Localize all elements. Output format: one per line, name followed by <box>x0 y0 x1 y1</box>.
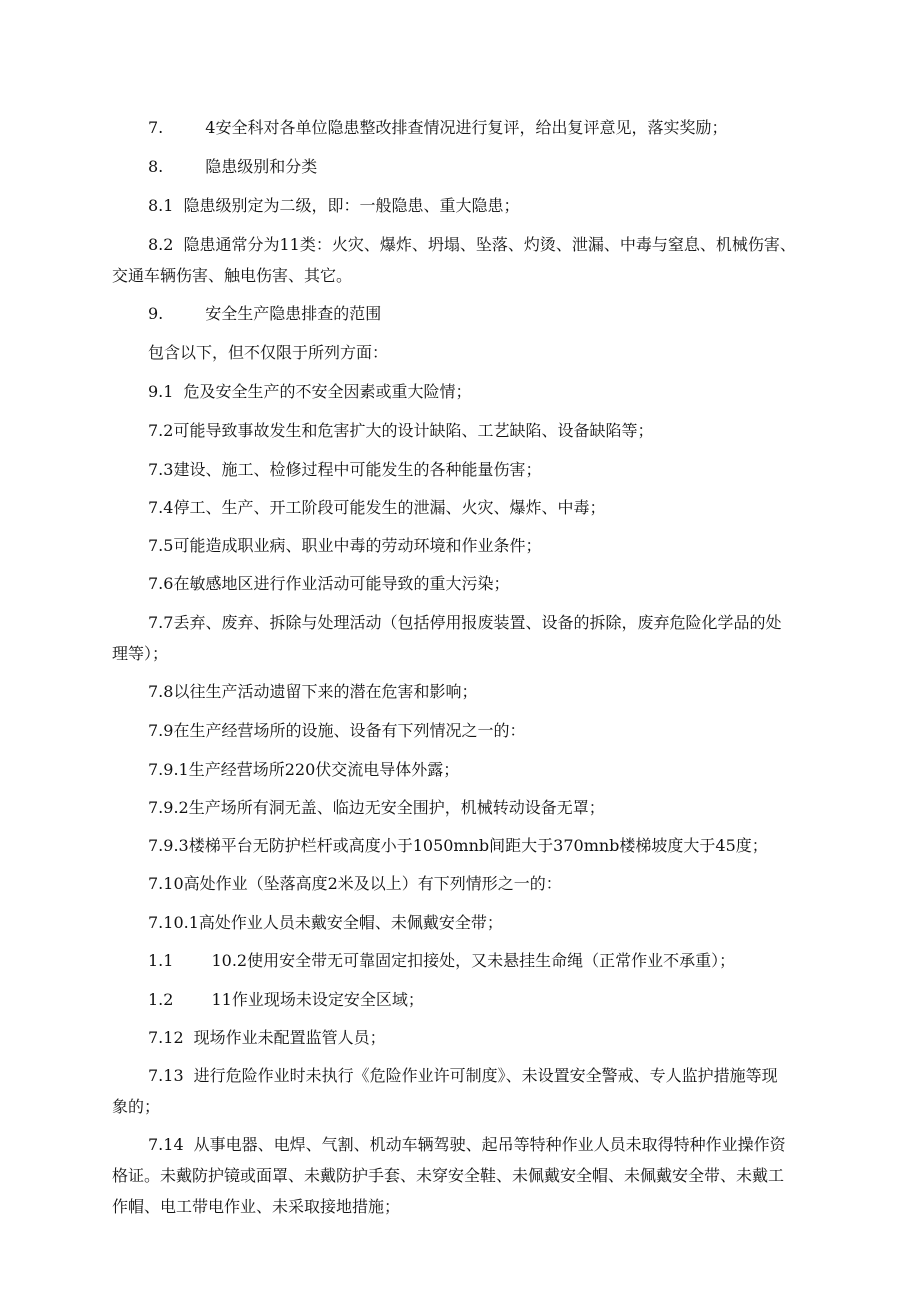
paragraph-7-4b <box>112 492 824 523</box>
paragraph-text: 隐患级别定为二级，即：一般隐患、重大隐患； <box>183 196 520 215</box>
paragraph-number: 8.2 <box>148 235 174 254</box>
paragraph-text: 现场作业未配置监管人员； <box>193 1028 386 1047</box>
paragraph-text: 7.4停工、生产、开工阶段可能发生的泄漏、火灾、爆炸、中毒； <box>148 498 606 517</box>
paragraph-7-3 <box>112 454 824 485</box>
heading-8 <box>112 151 824 182</box>
paragraph-9-1 <box>112 376 824 407</box>
paragraph-7-10-1 <box>112 907 824 938</box>
paragraph-number: 7.13 <box>148 1066 184 1085</box>
paragraph-text-line: 交通车辆伤害、触电伤害、其它。 <box>112 266 353 285</box>
heading-9 <box>112 298 824 329</box>
paragraph-8-2 <box>112 229 824 291</box>
paragraph-text: 7.3建设、施工、检修过程中可能发生的各种能量伤害； <box>148 460 542 479</box>
paragraph-text: 7.8以往生产活动遗留下来的潜在危害和影响； <box>148 682 478 701</box>
paragraph-7-8 <box>112 676 824 707</box>
paragraph-7-10 <box>112 868 824 899</box>
paragraph-text: 7.6在敏感地区进行作业活动可能导致的重大污染； <box>148 574 510 593</box>
paragraph-7-9-2 <box>112 792 824 823</box>
paragraph-7-14 <box>112 1129 824 1222</box>
paragraph-text-line: 象的； <box>112 1097 161 1116</box>
paragraph-text: 7.9.1生产经营场所220伏交流电导体外露； <box>148 760 460 779</box>
paragraph-7-7 <box>112 607 824 669</box>
paragraph-text: 7.9在生产经营场所的设施、设备有下列情况之一的： <box>148 721 526 740</box>
paragraph-7-2 <box>112 415 824 446</box>
paragraph-text: 7.10高处作业（坠落高度2米及以上）有下列情形之一的： <box>148 874 562 893</box>
paragraph-text: 7.10.1高处作业人员未戴安全帽、未佩戴安全带； <box>148 913 503 932</box>
paragraph-number: 9.1 <box>148 382 174 401</box>
paragraph-text: 7.2可能导致事故发生和危害扩大的设计缺陷、工艺缺陷、设备缺陷等； <box>148 421 654 440</box>
paragraph-text-line: 作帽、电工带电作业、未采取接地措施； <box>112 1197 401 1216</box>
paragraph-text: 包含以下，但不仅限于所列方面： <box>148 343 389 362</box>
paragraph-1-2 <box>112 984 824 1015</box>
paragraph-7-5 <box>112 530 824 561</box>
paragraph-number: 1.2 <box>148 990 174 1009</box>
paragraph-text-line: 理等）； <box>112 644 169 663</box>
paragraph-text-line: 从事电器、电焊、气割、机动车辆驾驶、起吊等特种作业人员未取得特种作业操作资 <box>193 1135 786 1154</box>
paragraph-intro <box>112 337 824 368</box>
paragraph-text: 7.9.2生产场所有洞无盖、临边无安全围护，机械转动设备无罩； <box>148 798 605 817</box>
paragraph-text: 4安全科对各单位隐患整改排查情况进行复评，给出复评意见，落实奖励； <box>205 118 728 137</box>
paragraph-7-9 <box>112 715 824 746</box>
paragraph-7-9-1 <box>112 754 824 785</box>
paragraph-number: 1.1 <box>148 951 174 970</box>
paragraph-text-line: 隐患通常分为11类：火灾、爆炸、坍塌、坠落、灼烫、泄漏、中毒与窒息、机械伤害、 <box>183 235 796 254</box>
paragraph-number: 7. <box>148 118 164 137</box>
paragraph-number: 7.14 <box>148 1135 184 1154</box>
paragraph-7-9-3 <box>112 830 824 861</box>
paragraph-7-12 <box>112 1022 824 1053</box>
paragraph-number: 9. <box>148 304 164 323</box>
paragraph-text-line: 进行危险作业时未执行《危险作业许可制度》、未设置安全警戒、专人监护措施等现 <box>193 1066 778 1085</box>
paragraph-text: 安全生产隐患排查的范围 <box>205 304 382 323</box>
paragraph-text-line: 7.7丢弃、废弃、拆除与处理活动（包括停用报废装置、设备的拆除，废弃危险化学品的处 <box>148 613 782 632</box>
paragraph-8-1 <box>112 190 824 221</box>
paragraph-number: 8.1 <box>148 196 174 215</box>
paragraph-text: 7.9.3楼梯平台无防护栏杆或高度小于1050mnb间距大于370mnb楼梯坡度大于45度； <box>148 836 768 855</box>
paragraph-7-13 <box>112 1060 824 1122</box>
paragraph-7-6 <box>112 568 824 599</box>
paragraph-text: 危及安全生产的不安全因素或重大险情； <box>183 382 472 401</box>
paragraph-text: 10.2使用安全带无可靠固定扣接处，又未悬挂生命绳（正常作业不承重）； <box>211 951 736 970</box>
paragraph-text: 隐患级别和分类 <box>205 157 318 176</box>
paragraph-number: 7.12 <box>148 1028 184 1047</box>
paragraph-text-line: 格证。未戴防护镜或面罩、未戴防护手套、未穿安全鞋、未佩戴安全帽、未佩戴安全带、未戴工 <box>112 1166 785 1185</box>
paragraph-1-1 <box>112 945 824 976</box>
paragraph-text: 7.5可能造成职业病、职业中毒的劳动环境和作业条件； <box>148 536 542 555</box>
paragraph-text: 11作业现场未设定安全区域； <box>211 990 424 1009</box>
paragraph-number: 8. <box>148 157 164 176</box>
paragraph-7-4 <box>112 112 824 143</box>
